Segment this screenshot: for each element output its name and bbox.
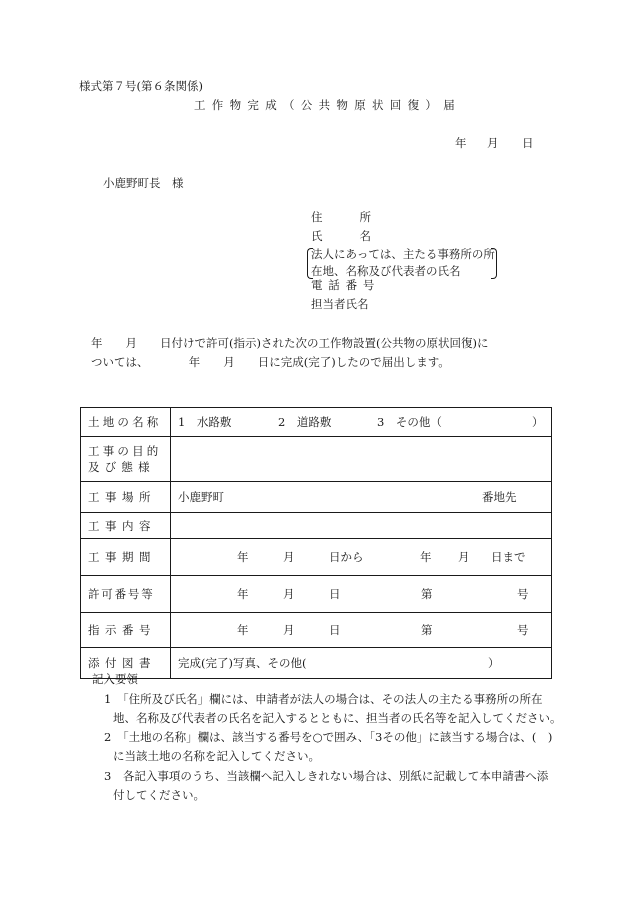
purpose-label-line1: 工事の目的 [88, 444, 162, 458]
permit-month: 月 [283, 587, 295, 601]
attachments-value: 完成(完了)写真、その他( [178, 656, 307, 670]
address-char-2: 所 [359, 210, 371, 224]
date-month-label: 月 [487, 136, 499, 150]
name-char-1: 氏 [311, 229, 323, 243]
note-1-line1: 1 「住所及び氏名」欄には、申請者が法人の場合は、その法人の主たる事務所の所在 [104, 692, 543, 706]
directive-year: 年 [237, 623, 249, 637]
directive-number-suffix: 号 [517, 623, 529, 637]
date-day-label: 日 [522, 136, 534, 150]
row-site [81, 482, 552, 513]
site-label: 工事場所 [81, 482, 171, 513]
permit-number-suffix: 号 [517, 587, 529, 601]
site-field[interactable] [171, 482, 552, 513]
content-label: 工事内容 [81, 513, 171, 539]
land-name-field[interactable] [171, 408, 552, 437]
permit-number-prefix: 第 [421, 587, 433, 601]
applicant-name-label [311, 230, 371, 244]
row-attachments [81, 648, 552, 679]
addressee: 小鹿野町長 様 [103, 176, 184, 190]
applicant-phone-label: 電話番号 [311, 278, 381, 292]
permit-label: 許可番号等 [81, 576, 171, 613]
land-option-2[interactable]: 2 道路敷 [278, 415, 332, 429]
date-year-label: 年 [455, 136, 467, 150]
form-table [80, 407, 552, 679]
period-end-month: 月 [458, 550, 470, 564]
body-text-line2: ついては、 年 月 日に完成(完了)したので届出します。 [91, 355, 450, 369]
note-3-line1: 3 各記入事項のうち、当該欄へ記入しきれない場合は、別紙に記載して本申請書へ添 [104, 769, 549, 783]
note-3-line2: 付してください。 [113, 788, 205, 802]
period-label: 工事期間 [81, 539, 171, 576]
site-suffix: 番地先 [482, 490, 517, 504]
note-2-line1: 2 「土地の名称」欄は、該当する番号を○で囲み、「3その他」に該当する場合は、( ) [104, 730, 553, 744]
land-option-3[interactable]: 3 その他（ [377, 415, 442, 429]
body-text-line1: 年 月 日付けで許可(指示)された次の工作物設置(公共物の原状回復)に [91, 336, 489, 350]
row-permit [81, 576, 552, 613]
land-option-3-close: ） [532, 415, 544, 429]
period-start-month: 月 [283, 550, 295, 564]
note-bracket-right [491, 248, 497, 279]
applicant-staff-label: 担当者氏名 [311, 297, 369, 311]
corporate-note-line2: 在地、名称及び代表者の氏名 [311, 264, 461, 278]
attachments-close: ） [488, 656, 500, 670]
period-start-day: 日から [329, 550, 364, 564]
directive-number-prefix: 第 [421, 623, 433, 637]
period-field[interactable] [171, 539, 552, 576]
attachments-field[interactable] [171, 648, 552, 679]
purpose-label-line2: 及び態様 [88, 460, 155, 474]
period-start-year: 年 [237, 550, 249, 564]
attachments-label: 添付図書 [81, 648, 171, 679]
applicant-address-label [311, 211, 371, 225]
note-2-line2: に当該土地の名称を記入してください。 [113, 749, 320, 763]
corporate-note-line1: 法人にあっては、主たる事務所の所 [311, 247, 495, 261]
period-end-day: 日まで [491, 550, 526, 564]
permit-field[interactable] [171, 576, 552, 613]
document-title: 工作物完成（公共物原状回復）届 [194, 98, 461, 112]
land-name-label: 土地の名称 [81, 408, 171, 437]
name-char-2: 名 [359, 229, 371, 243]
row-directive [81, 613, 552, 648]
notes-heading: 記入要領 [92, 672, 138, 686]
directive-day: 日 [329, 623, 341, 637]
row-purpose [81, 437, 552, 482]
permit-day: 日 [329, 587, 341, 601]
land-option-1[interactable]: 1 水路敷 [178, 415, 232, 429]
row-content [81, 513, 552, 539]
corporate-note [311, 246, 495, 280]
row-period [81, 539, 552, 576]
purpose-field[interactable] [171, 437, 552, 482]
directive-month: 月 [283, 623, 295, 637]
directive-field[interactable] [171, 613, 552, 648]
row-land-name [81, 408, 552, 437]
form-id: 様式第７号(第６条関係) [79, 79, 203, 93]
purpose-label [81, 437, 171, 482]
period-end-year: 年 [420, 550, 432, 564]
permit-year: 年 [237, 587, 249, 601]
site-town: 小鹿野町 [178, 490, 224, 504]
directive-label: 指示番号 [81, 613, 171, 648]
note-1-line2: 地、名称及び代表者の氏名を記入するとともに、担当者の氏名等を記入してください。 [113, 711, 562, 725]
address-char-1: 住 [311, 210, 323, 224]
content-field[interactable] [171, 513, 552, 539]
